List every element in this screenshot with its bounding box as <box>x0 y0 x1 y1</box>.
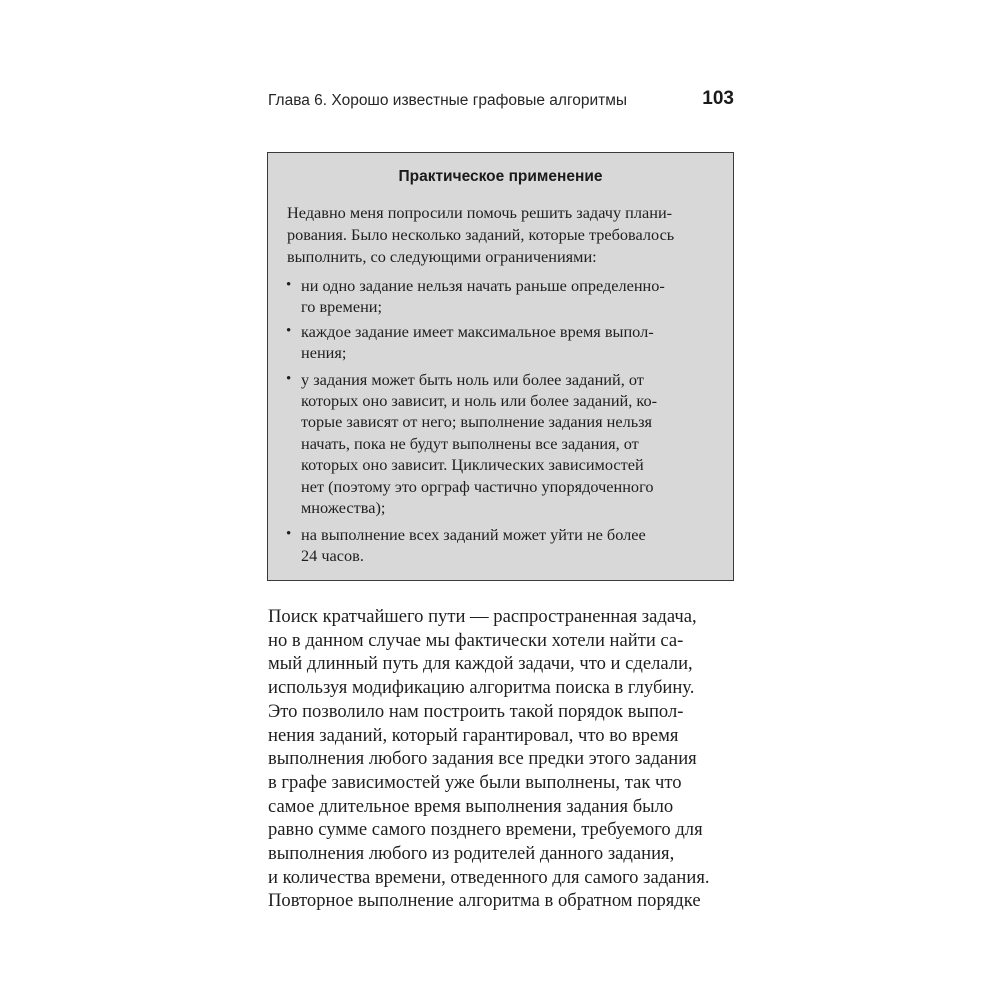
bullet-item-line: которых оно зависит, и ноль или более заданий, ко- <box>301 391 658 410</box>
body-line: мый длинный путь для каждой задачи, что и сделали, <box>268 653 693 675</box>
body-paragraph <box>268 606 738 916</box>
body-line: выполнения любого из родителей данного задания, <box>268 843 675 864</box>
sidebar-intro-line: выполнить, со следующими ограничениями: <box>287 247 597 266</box>
practical-application-sidebar <box>267 152 734 581</box>
bullet-item-line: множества); <box>301 498 386 517</box>
body-line: и количества времени, отведенного для самого задания. <box>268 866 710 888</box>
running-head <box>268 88 736 114</box>
body-line: Это позволило нам построить такой порядок выпол- <box>268 700 684 722</box>
bullet-item-line: нет (поэтому это орграф частично упорядоченного <box>301 477 654 496</box>
body-line: Поиск кратчайшего пути — распространенная задача, <box>268 606 697 627</box>
bullet-item-line: у задания может быть ноль или более заданий, от <box>301 370 644 389</box>
body-line: равно сумме самого позднего времени, требуемого для <box>268 819 703 841</box>
body-line: в графе зависимостей уже были выполнены, так что <box>268 771 682 793</box>
body-line: нения заданий, который гарантировал, что во время <box>268 724 679 746</box>
bullet-item-line: 24 часов. <box>301 546 364 565</box>
bullet-item-line: ни одно задание нельзя начать раньше определенно- <box>301 276 665 295</box>
bullet-marker: • <box>286 323 292 339</box>
sidebar-intro-line: рования. Было несколько заданий, которые требовалось <box>287 225 675 244</box>
bullet-marker: • <box>286 277 292 293</box>
bullet-item-line: го времени; <box>301 297 383 316</box>
bullet-marker: • <box>286 371 292 387</box>
bullet-item-line: начать, пока не будут выполнены все задания, от <box>301 434 639 453</box>
body-line: самое длительное время выполнения задания было <box>268 795 674 817</box>
sidebar-title: Практическое применение <box>398 168 603 185</box>
body-line: Повторное выполнение алгоритма в обратном порядке <box>268 890 701 912</box>
bullet-item-line: нения; <box>301 343 347 362</box>
body-line: выполнения любого задания все предки этого задания <box>268 748 697 770</box>
page-number: 103 <box>702 88 734 109</box>
bullet-item-line: которых оно зависит. Циклических зависимостей <box>301 455 644 474</box>
bullet-marker: • <box>286 526 292 542</box>
body-line: используя модификацию алгоритма поиска в глубину. <box>268 677 695 699</box>
bullet-item-line: на выполнение всех заданий может уйти не более <box>301 525 646 544</box>
bullet-item-line: каждое задание имеет максимальное время выпол- <box>301 322 654 341</box>
body-line: но в данном случае мы фактически хотели найти са- <box>268 629 684 651</box>
sidebar-intro-line: Недавно меня попросили помочь решить задачу плани- <box>287 203 673 222</box>
bullet-item-line: торые зависят от него; выполнение задания нельзя <box>301 412 653 431</box>
chapter-title: Глава 6. Хорошо известные графовые алгоритмы <box>268 92 628 109</box>
